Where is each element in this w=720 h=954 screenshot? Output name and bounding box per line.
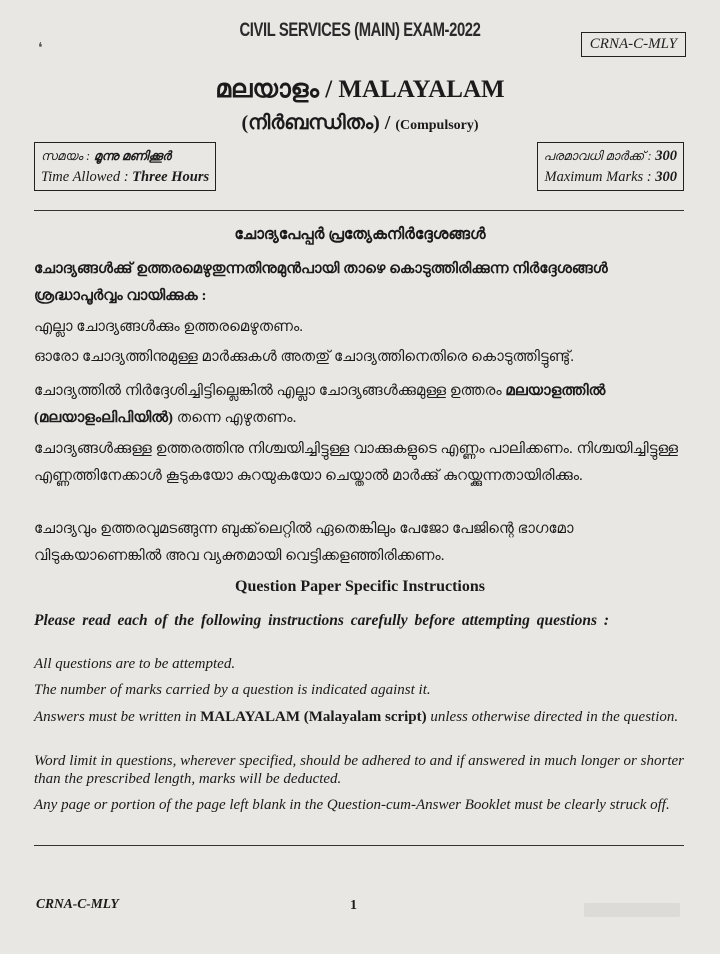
en-instruction-2: The number of marks carried by a question is indicated against it. xyxy=(34,682,431,698)
en-instruction-4: Word limit in questions, wherever specified, should be adhered to and if answered in much longer or shorter than the prescribed length, marks will be deducted. xyxy=(34,753,684,787)
time-allowed-box xyxy=(34,142,216,191)
compulsory-en: (Compulsory) xyxy=(395,118,479,133)
time-en-value: Three Hours xyxy=(132,169,210,185)
ml-instruction-3 xyxy=(34,378,684,432)
marks-ml-value: 300 xyxy=(655,148,677,164)
ml-instruction-3-part-c: തന്നെ എഴുതണം. xyxy=(176,410,297,426)
en-instruction-5: Any page or portion of the page left blank in the Question-cum-Answer Booklet must be clearly struck off. xyxy=(34,797,670,813)
ml-instruction-4: ചോദ്യങ്ങൾക്കുള്ള ഉത്തരത്തിനു നിശ്ചയിച്ചിട്ടുള്ള വാക്കുകളുടെ എണ്ണം പാലിക്കണം. നിശ്ചയിച്ചിട്ടുള്ള എണ്ണത്തിനേക്കാൾ കൂടുകയോ കുറയുകയോ ചെയ്താൽ മാർക്കു് കുറയ്ക്കുന്നതായിരിക്കും. xyxy=(34,441,679,484)
marks-en-label: Maximum Marks : xyxy=(544,169,652,185)
en-instruction-3 xyxy=(34,708,684,726)
divider-bottom xyxy=(34,845,684,846)
time-ml-value: മൂന്നു മണിക്കൂർ xyxy=(93,149,172,163)
paper-code-box: CRNA-C-MLY xyxy=(581,32,686,57)
en-instructions-lead: Please read each of the following instructions carefully before attempting questions : xyxy=(34,612,610,629)
ml-instruction-3-part-b: മലയാളത്തിൽ (മലയാളംലിപിയിൽ) xyxy=(34,383,606,426)
compulsory-line xyxy=(0,112,720,135)
ml-instructions-heading: ചോദ്യപേപ്പർ പ്രത്യേകനിർദ്ദേശങ്ങൾ xyxy=(234,226,486,243)
exam-title: CIVIL SERVICES (MAIN) EXAM-2022 xyxy=(239,20,481,41)
divider-top xyxy=(34,210,684,211)
en-instructions-heading: Question Paper Specific Instructions xyxy=(235,578,485,595)
ml-instruction-3-part-a: ചോദ്യത്തിൽ നിർദ്ദേശിച്ചിട്ടില്ലെങ്കിൽ എല്ലാ ചോദ്യങ്ങൾക്കുമുള്ള ഉത്തരം xyxy=(34,383,502,399)
ml-instruction-1: എല്ലാ ചോദ്യങ്ങൾക്കും ഉത്തരമെഴുതണം. xyxy=(34,319,303,335)
footer-paper-code: CRNA-C-MLY xyxy=(36,896,119,911)
scan-mark: ❛ xyxy=(38,41,43,56)
ml-instruction-5: ചോദ്യവും ഉത്തരവുമടങ്ങുന്ന ബുക്ക്‌ലെറ്റിൽ ഏതെങ്കിലും പേജോ പേജിന്റെ ഭാഗമോ വിടുകയാണെങ്കിൽ അവ വ്യക്തമായി വെട്ടിക്കളഞ്ഞിരിക്കണം. xyxy=(34,521,574,564)
en-instruction-3-part-a: Answers must be written in xyxy=(34,709,197,725)
en-instruction-3-part-b: MALAYALAM (Malayalam script) xyxy=(200,709,427,725)
faded-stamp xyxy=(584,903,680,917)
compulsory-ml: (നിർബന്ധിതം) / xyxy=(241,112,391,134)
time-ml-label: സമയം : xyxy=(41,149,91,163)
maximum-marks-box xyxy=(537,142,684,191)
ml-instructions-lead: ചോദ്യങ്ങൾക്കു് ഉത്തരമെഴുതുന്നതിനുമുൻപായി താഴെ കൊടുത്തിരിക്കുന്ന നിർദ്ദേശങ്ങൾ ശ്രദ്ധാപൂർവ്വം വായിക്കുക : xyxy=(34,261,608,304)
page-number: 1 xyxy=(350,898,357,913)
en-instruction-1: All questions are to be attempted. xyxy=(34,656,236,672)
subject-title: മലയാളം / MALAYALAM xyxy=(215,76,505,103)
en-instruction-3-part-c: unless otherwise directed in the question. xyxy=(430,709,679,725)
marks-ml-label: പരമാവധി മാർക്ക് : xyxy=(543,149,652,163)
ml-instruction-2: ഓരോ ചോദ്യത്തിനുമുള്ള മാർക്കുകൾ അതതു് ചോദ്യത്തിനെതിരെ കൊടുത്തിട്ടുണ്ടു്. xyxy=(34,349,575,365)
marks-en-value: 300 xyxy=(655,169,677,185)
time-en-label: Time Allowed : xyxy=(41,169,129,185)
